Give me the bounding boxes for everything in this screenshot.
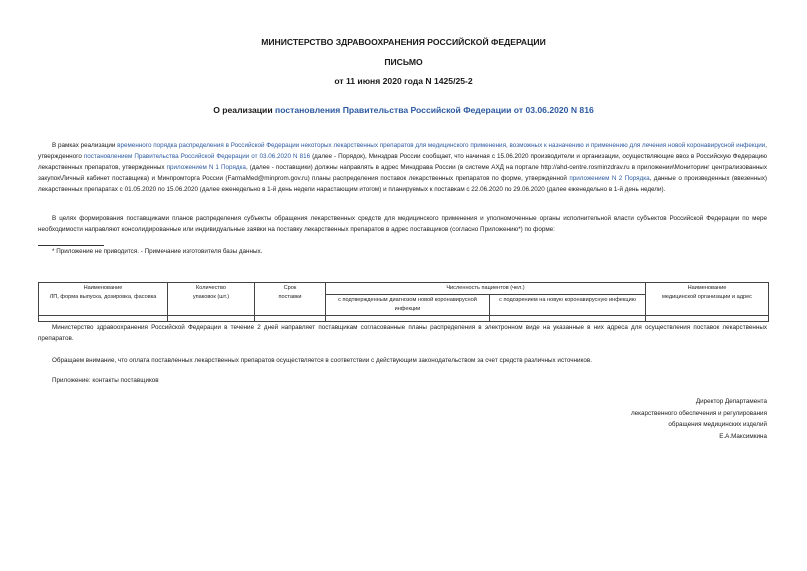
subject-prefix: О реализации (213, 105, 275, 115)
footnote-divider (38, 245, 104, 246)
empty-cell (490, 316, 646, 322)
appendix-2-link[interactable]: приложением N 2 Порядка (569, 174, 650, 182)
signature-line-3: обращения медицинских изделий (668, 421, 767, 428)
p1-text-2: , утвержденного (38, 142, 767, 160)
empty-cell (168, 316, 255, 322)
p1-text-4: , (далее - поставщики) должны направлять в адрес Минздрава России (в системе АХД на портале http://ahd-centre.rosminzdrav.ru в приложении\Мониторинг централизованных закупок\Личный кабинет поставщика) и Минпромторга России (FarmaMed@minprom.gov.ru) планы распределения поставок лекарственных препаратов по форме, утвержденной (38, 163, 767, 182)
document-type: ПИСЬМО (384, 57, 423, 67)
empty-cell (255, 316, 326, 322)
attachment-note: Приложение: контакты поставщиков (52, 377, 159, 384)
paragraph-4: Обращаем внимание, что оплата поставленных лекарственных препаратов осуществляется в соответствии с действующим законодательством за счет средств различных источников. (52, 357, 592, 364)
p1-text-3: (далее - Порядок), Минздрав России сообщает, что начиная с 15.06.2020 производители и организации, осуществляющие ввоз в Российскую Федерацию лекарственных препаратов, утвержденных (38, 152, 767, 171)
ministry-title: МИНИСТЕРСТВО ЗДРАВООХРАНЕНИЯ РОССИЙСКОЙ ФЕДЕРАЦИИ (261, 37, 546, 47)
paragraph-2: В целях формирования поставщиками планов распределения субъекты обращения лекарственных средств для медицинского применения и уполномоченные органы исполнительной власти субъектов Российской Федерации по мере необходимости направляют консолидированные или индивидуальные заявки на поставку лекарственных препаратов в адрес поставщиков (согласно Приложению*) по форме: (38, 215, 767, 233)
temporary-procedure-link[interactable]: временного порядка распределения в Российской Федерации некоторых лекарственных препаратов для медицинского применения, возможных к назначению и применению для лечения новой коронавирусной инфекции (117, 142, 766, 149)
signature-line-1: Директор Департамента (695, 398, 767, 405)
appendix-1-link[interactable]: приложением N 1 Порядка (166, 163, 246, 171)
empty-cell (39, 316, 168, 322)
document-date-number: от 11 июня 2020 года N 1425/25-2 (334, 76, 473, 86)
signature-name: Е.А.Максимкина (719, 432, 767, 440)
p1-text-1: В рамках реализации (52, 142, 118, 149)
signature-block (631, 396, 767, 442)
paragraph-3: Министерство здравоохранения Российской Федерации в течение 2 дней направляет поставщикам согласованные планы распределения в электронном виде на указанные в них адреса для осуществления поставок лекарственных препаратов. (38, 324, 767, 342)
col-delivery-term-header: Срок поставки (255, 283, 326, 316)
empty-cell (326, 316, 490, 322)
paragraph-1 (38, 141, 767, 196)
col-organization-header: Наименование медицинской организации и адрес (646, 283, 769, 316)
col-confirmed-header: с подтвержденным диагнозом новой коронавирусной инфекции (326, 295, 490, 316)
signature-line-2: лекарственного обеспечения и регулирования (630, 409, 767, 417)
col-drug-header: Наименование ЛП, форма выпуска, дозировка, фасовка (39, 283, 168, 316)
document-subject (0, 105, 807, 115)
resolution-link[interactable]: постановлением Правительства Российской Федерации от 03.06.2020 N 816 (83, 152, 311, 160)
empty-cell (646, 316, 769, 322)
col-suspected-header: с подозрением на новую коронавирусную инфекцию (490, 295, 646, 316)
request-form-table (38, 282, 769, 322)
footnote: * Приложение не приводится. - Примечание изготовителя базы данных. (52, 248, 263, 255)
col-quantity-header: Количество упаковок (шт.) (168, 283, 255, 316)
p1-text-5: , данные о произведенных (ввезенных) лекарственных препаратах с 01.05.2020 по 15.06.2020 (далее еженедельно в 1-й день недели нарастающим итогом) и планируемых к поставкам с 22.06.2020 по 29.06.2020 (далее еженедельно в 1-й день недели). (38, 174, 767, 193)
subject-link[interactable]: постановления Правительства Российской Федерации от 03.06.2020 N 816 (275, 105, 594, 115)
col-patients-header: Численность пациентов (чел.) (326, 283, 646, 295)
